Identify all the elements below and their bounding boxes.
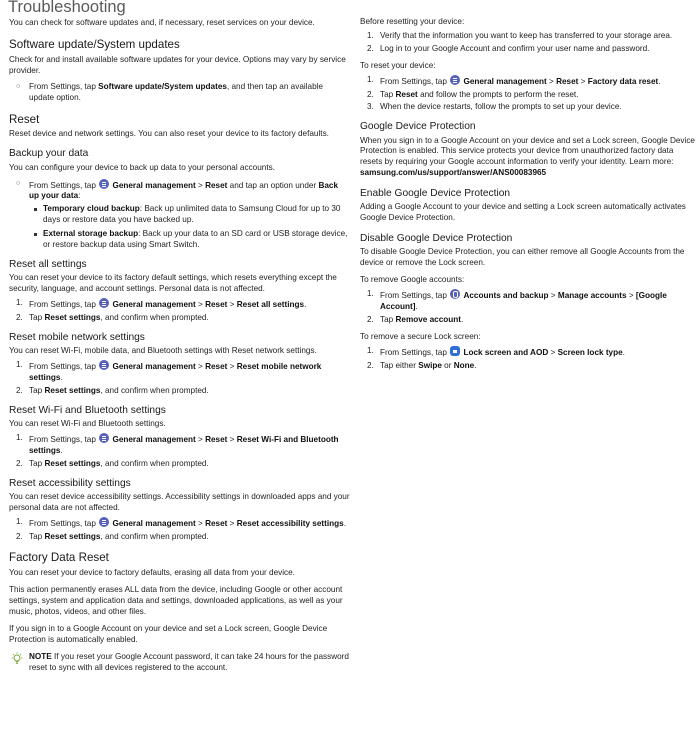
list-item: 1. From Settings, tap Lock screen and AOD > Screen lock type. <box>367 345 625 357</box>
before-reset-steps <box>360 31 697 55</box>
list-item: 1. From Settings, tap General management > Reset > Reset mobile network settings. <box>16 359 322 382</box>
software-update-step: ○ From Settings, tap Software update/System updates, and then tap an available update option. <box>29 82 350 104</box>
remove-lock-label: To remove a secure Lock screen: <box>360 331 481 341</box>
note-box <box>9 652 350 674</box>
before-reset-label: Before resetting your device: <box>360 17 465 26</box>
reset-accessibility-steps <box>9 517 350 543</box>
right-column <box>360 17 697 376</box>
factory-reset-heading: Factory Data Reset <box>9 551 109 565</box>
gdp-text: When you sign in to a Google Account on your device and set a Lock screen, Google Device Protection is enabled. This service protects your device from unauthorized factory data resets by requiring your Google account information to verify your identity. Learn more: samsung.com/us/support/answer/ANS00083965 <box>360 135 695 178</box>
intro-text: You can check for software updates and, if necessary, reset services on your device. <box>9 18 315 28</box>
note-text: If you reset your Google Account password, it can take 24 hours for the password reset to sync with all devices registered to the account. <box>29 651 349 672</box>
lock-screen-icon <box>450 346 460 356</box>
enable-gdp-heading: Enable Google Device Protection <box>360 188 511 200</box>
list-item: 2. Log in to your Google Account and confirm your user name and password. <box>367 43 650 53</box>
disable-gdp-text: To disable Google Device Protection, you can either remove all Google Accounts from the device or remove the Lock screen. <box>360 247 685 268</box>
software-update-link[interactable]: Software update/System updates <box>98 81 227 91</box>
general-management-icon <box>99 517 109 527</box>
list-item: 2. Tap Remove account. <box>367 315 464 325</box>
to-reset-label: To reset your device: <box>360 60 436 70</box>
page-title: Troubleshooting <box>8 0 126 16</box>
reset-all-steps <box>9 298 350 324</box>
remove-lock-steps <box>360 346 697 372</box>
list-item: 2. Tap Reset settings, and confirm when prompted. <box>16 312 209 322</box>
support-link[interactable]: samsung.com/us/support/answer/ANS00083965 <box>360 168 547 178</box>
list-item: 1. From Settings, tap General management > Reset > Factory data reset. <box>367 74 661 86</box>
factory-reset-steps <box>360 75 697 114</box>
reset-wifi-steps <box>9 433 350 470</box>
disable-gdp-heading: Disable Google Device Protection <box>360 233 513 245</box>
reset-mobile-desc: You can reset Wi-Fi, mobile data, and Bluetooth settings with Reset network settings. <box>9 346 317 356</box>
reset-mobile-steps <box>9 360 350 397</box>
software-update-desc: Check for and install available software updates for your device. Options may vary by service provider. <box>9 54 346 75</box>
factory-reset-p2: This action permanently erases ALL data from the device, including Google or other account settings, system and application data and settings, downloaded applications, as well as your music, photos, videos, and other files. <box>9 585 343 617</box>
list-item: 1. From Settings, tap General management > Reset > Reset Wi-Fi and Bluetooth settings. <box>16 432 339 455</box>
general-management-icon <box>99 433 109 443</box>
list-item: 2. Tap Reset and follow the prompts to perform the reset. <box>367 89 579 99</box>
backup-option-external: External storage backup: Back up your data to an SD card or USB storage device, or restore backup data using Smart Switch. <box>43 229 350 251</box>
enable-gdp-text: Adding a Google Account to your device and setting a Lock screen automatically activates Google Device Protection. <box>360 202 686 223</box>
reset-wifi-desc: You can reset Wi-Fi and Bluetooth settings. <box>9 418 166 428</box>
backup-options <box>29 204 350 251</box>
note-label: NOTE <box>29 651 52 661</box>
list-item: 2. Tap Reset settings, and confirm when prompted. <box>16 531 209 541</box>
factory-reset-p1: You can reset your device to factory defaults, erasing all data from your device. <box>9 568 295 578</box>
gdp-heading: Google Device Protection <box>360 121 476 133</box>
general-management-icon <box>450 75 460 85</box>
software-update-heading: Software update/System updates <box>9 38 180 52</box>
reset-accessibility-heading: Reset accessibility settings <box>9 477 131 489</box>
list-item: 2. Tap either Swipe or None. <box>367 360 477 370</box>
list-item: 2. Tap Reset settings, and confirm when prompted. <box>16 458 209 468</box>
reset-all-desc: You can reset your device to its factory default settings, which resets everything except the security, language, and account settings. Personal data is not affected. <box>9 273 337 294</box>
factory-reset-p3: If you sign in to a Google Account on your device and set a Lock screen, Google Device Protection is automatically enabled. <box>9 623 328 644</box>
general-management-icon <box>99 179 109 189</box>
backup-step: ○ From Settings, tap General management > Reset and tap an option under Back up your data: Temporary cloud backup: Back up unlimited data to Samsung Cloud for up to 30 days or restore data you have backed up. External storage backup: Back up your data to an SD card or USB storage device, or restore backup data using Smart Switch. <box>29 179 350 251</box>
backup-steps <box>9 179 350 251</box>
remove-accounts-label: To remove Google accounts: <box>360 275 465 285</box>
list-item: 3. When the device restarts, follow the prompts to set up your device. <box>367 102 622 112</box>
software-update-steps <box>9 82 350 104</box>
general-management-icon <box>99 360 109 370</box>
list-item: 2. Tap Reset settings, and confirm when prompted. <box>16 385 209 395</box>
list-item: 1. From Settings, tap Accounts and backup > Manage accounts > [Google Account]. <box>367 289 667 312</box>
backup-heading: Backup your data <box>9 148 89 160</box>
reset-desc: Reset device and network settings. You can also reset your device to its factory defaults. <box>9 129 329 139</box>
left-column <box>9 0 350 674</box>
reset-all-heading: Reset all settings <box>9 258 87 270</box>
remove-accounts-steps <box>360 289 697 326</box>
reset-wifi-heading: Reset Wi-Fi and Bluetooth settings <box>9 404 166 416</box>
general-management-icon <box>99 298 109 308</box>
backup-desc: You can configure your device to back up data to your personal accounts. <box>9 162 275 172</box>
reset-heading: Reset <box>9 112 40 126</box>
reset-mobile-heading: Reset mobile network settings <box>9 331 145 343</box>
lightbulb-icon <box>11 652 23 665</box>
list-item: 1. Verify that the information you want to keep has transferred to your storage area. <box>367 30 673 40</box>
list-item: 1. From Settings, tap General management > Reset > Reset accessibility settings. <box>16 516 346 528</box>
list-item: 1. From Settings, tap General management > Reset > Reset all settings. <box>16 298 307 310</box>
accounts-icon <box>450 289 460 299</box>
reset-accessibility-desc: You can reset device accessibility settings. Accessibility settings in downloaded apps and your personal data are not affected. <box>9 491 350 512</box>
backup-option-cloud: Temporary cloud backup: Back up unlimited data to Samsung Cloud for up to 30 days or restore data you have backed up. <box>43 204 350 226</box>
